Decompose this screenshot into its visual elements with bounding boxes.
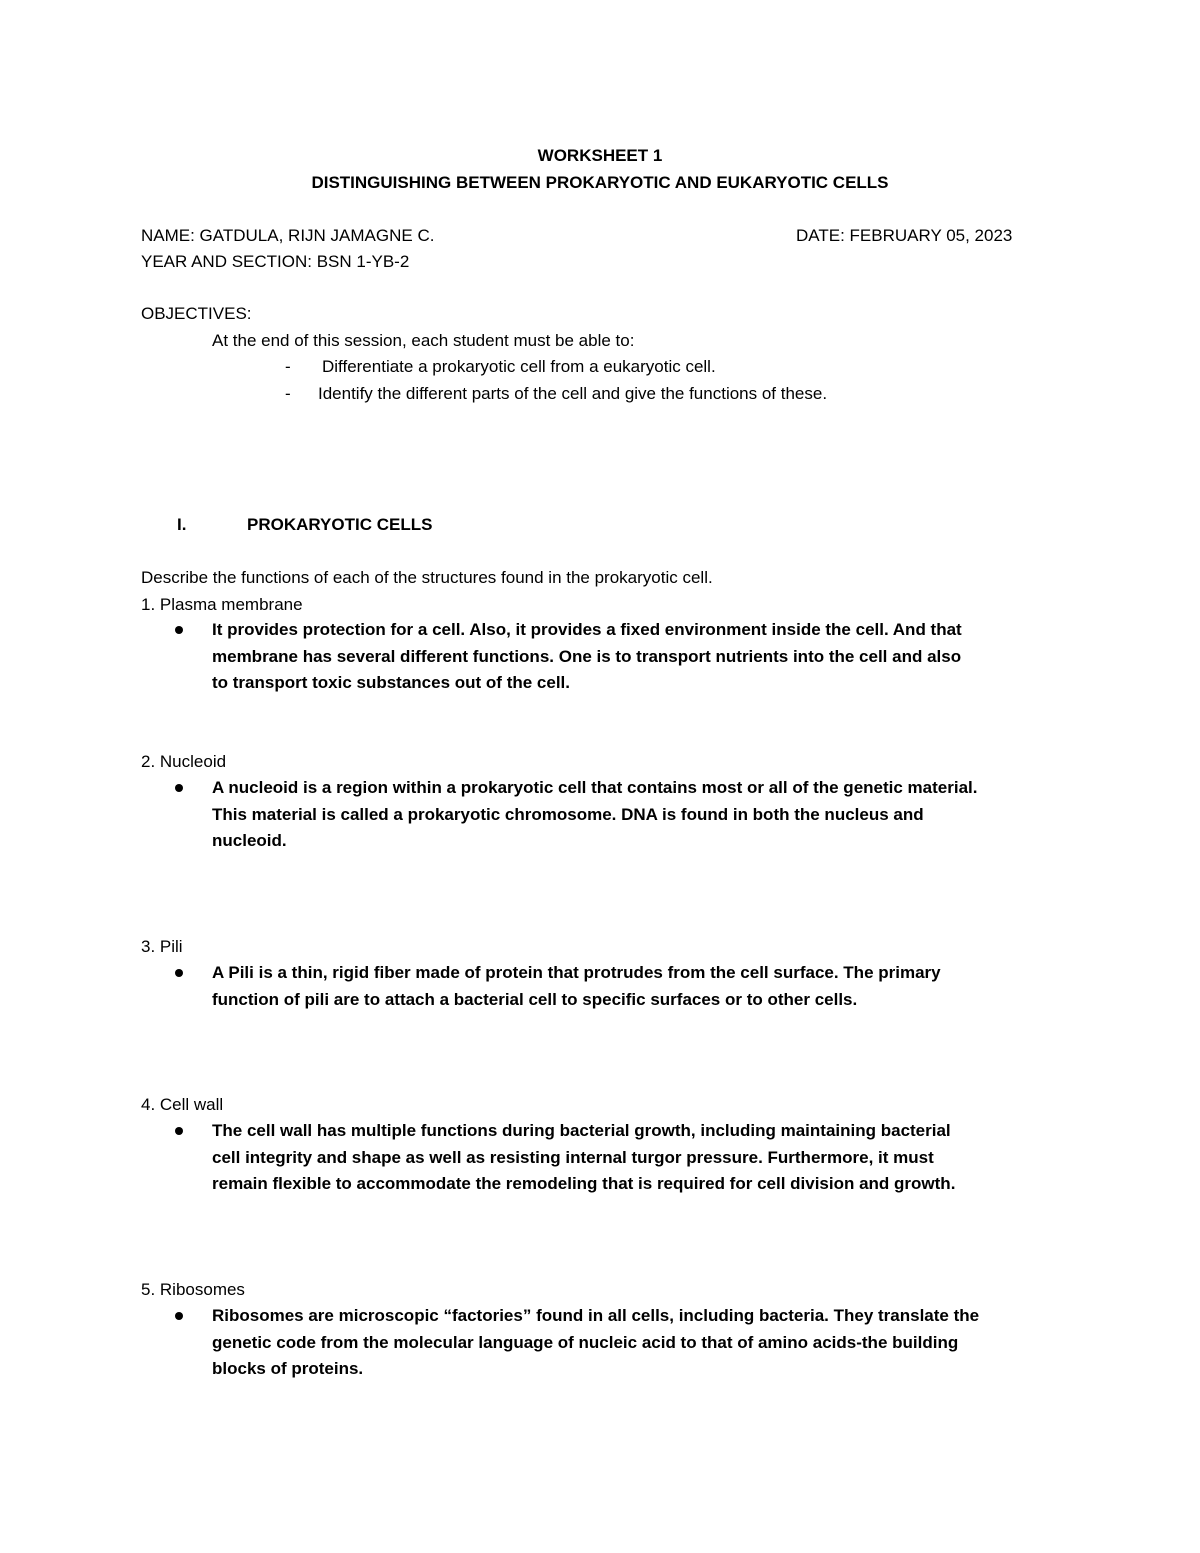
objective-item: Differentiate a prokaryotic cell from a eukaryotic cell. <box>322 357 716 376</box>
structure-label: 5. Ribosomes <box>141 1280 245 1299</box>
bullet-icon <box>175 1127 183 1135</box>
structure-label: 1. Plasma membrane <box>141 595 303 614</box>
structure-description-line: to transport toxic substances out of the cell. <box>212 673 570 692</box>
student-name: NAME: GATDULA, RIJN JAMAGNE C. <box>141 226 435 245</box>
objective-dash: - <box>285 384 291 403</box>
structure-label: 3. Pili <box>141 937 183 956</box>
structure-description-line: membrane has several different functions. One is to transport nutrients into the cell and also <box>212 647 962 666</box>
structure-description-line: A nucleoid is a region within a prokaryotic cell that contains most or all of the genetic material. <box>212 778 978 797</box>
worksheet-subtitle: DISTINGUISHING BETWEEN PROKARYOTIC AND EUKARYOTIC CELLS <box>311 173 889 192</box>
bullet-icon <box>175 1312 183 1320</box>
objective-item: Identify the different parts of the cell and give the functions of these. <box>318 384 828 403</box>
structure-description-line: It provides protection for a cell. Also, it provides a fixed environment inside the cell. And that <box>212 620 962 639</box>
objectives-heading: OBJECTIVES: <box>141 304 252 323</box>
structure-description-line: cell integrity and shape as well as resisting internal turgor pressure. Furthermore, it must <box>212 1148 934 1167</box>
section-numeral: I. <box>177 515 187 534</box>
worksheet-date: DATE: FEBRUARY 05, 2023 <box>796 226 1013 245</box>
bullet-icon <box>175 626 183 634</box>
bullet-icon <box>175 784 183 792</box>
structure-description-line: Ribosomes are microscopic “factories” found in all cells, including bacteria. They translate the <box>212 1306 980 1325</box>
bullet-icon <box>175 969 183 977</box>
structure-description-line: The cell wall has multiple functions during bacterial growth, including maintaining bacterial <box>212 1121 951 1140</box>
structure-description-line: function of pili are to attach a bacterial cell to specific surfaces or to other cells. <box>212 990 858 1009</box>
objectives-intro: At the end of this session, each student must be able to: <box>212 331 635 350</box>
structure-description-line: remain flexible to accommodate the remodeling that is required for cell division and growth. <box>212 1174 956 1193</box>
structure-label: 4. Cell wall <box>141 1095 224 1114</box>
objective-dash: - <box>285 357 291 376</box>
section-heading: PROKARYOTIC CELLS <box>247 515 433 534</box>
structure-description-line: genetic code from the molecular language of nucleic acid to that of amino acids-the building <box>212 1333 959 1352</box>
structure-description-line: This material is called a prokaryotic chromosome. DNA is found in both the nucleus and <box>212 805 924 824</box>
structure-description-line: nucleoid. <box>212 831 287 850</box>
year-section: YEAR AND SECTION: BSN 1-YB-2 <box>141 252 410 271</box>
structure-description-line: blocks of proteins. <box>212 1359 364 1378</box>
section-instruction: Describe the functions of each of the structures found in the prokaryotic cell. <box>141 568 713 587</box>
worksheet-title: WORKSHEET 1 <box>537 146 663 165</box>
structure-label: 2. Nucleoid <box>141 752 227 771</box>
structure-description-line: A Pili is a thin, rigid fiber made of protein that protrudes from the cell surface. The primary <box>212 963 941 982</box>
